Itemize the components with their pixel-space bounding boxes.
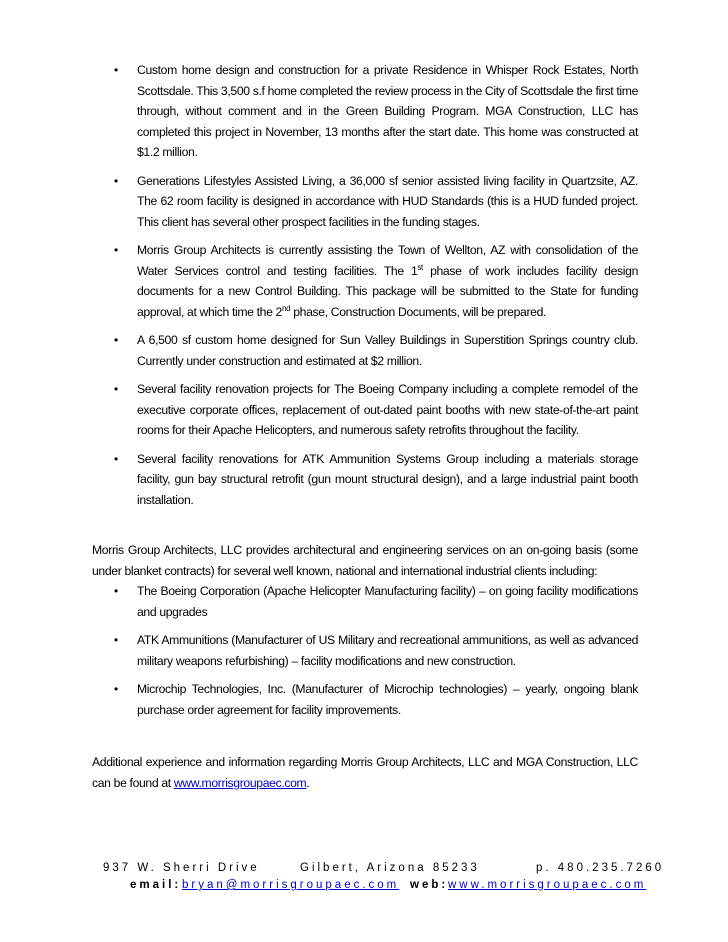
footer-contact-row bbox=[0, 860, 728, 877]
list-item bbox=[92, 330, 638, 371]
bullet-icon: • bbox=[114, 451, 118, 466]
bullet-icon: • bbox=[114, 243, 118, 257]
bullet-icon: • bbox=[114, 173, 118, 188]
services-paragraph: Morris Group Architects, LLC provides architectural and engineering services on an on-going basis (some under blanket contracts) for several well known, national and international industrial clients including: bbox=[92, 543, 638, 578]
ordinal-suffix: nd bbox=[282, 303, 291, 313]
footer-phone: p. 480.235.7260 bbox=[536, 862, 665, 874]
bullet-icon: • bbox=[114, 333, 118, 347]
list-item-text-part: Morris Group Architects is currently assisting the Town of Wellton, AZ with consolidation of the Water Services control and testing facilities. The 1 bbox=[137, 243, 638, 278]
list-item bbox=[92, 60, 638, 163]
footer-email-link[interactable]: bryan@morrisgroupaec.com bbox=[182, 879, 400, 891]
list-item bbox=[92, 449, 638, 511]
list-item bbox=[92, 379, 638, 441]
project-list bbox=[92, 60, 638, 510]
bullet-icon: • bbox=[114, 584, 118, 598]
footer-web-link[interactable]: www.morrisgroupaec.com bbox=[448, 879, 647, 891]
list-item-text: Custom home design and construction for a private Residence in Whisper Rock Estates, North Scottsdale. This 3,500 s.f home completed the review process in the City of Scottsdale the first time through, without comment and in the Green Building Program. MGA Construction, LLC has completed this project in November, 13 months after the start date. This home was constructed at $1.2 million. bbox=[137, 63, 638, 159]
additional-info-period: . bbox=[306, 775, 310, 790]
list-item-text-part: phase, Construction Documents, will be prepared. bbox=[290, 304, 547, 319]
footer-city: Gilbert, Arizona 85233 bbox=[300, 862, 480, 874]
footer-web-row bbox=[0, 877, 728, 894]
list-item bbox=[92, 171, 638, 233]
footer-email-label: email: bbox=[130, 879, 182, 891]
bullet-icon: • bbox=[114, 382, 118, 396]
list-item-text: Several facility renovation projects for The Boeing Company including a complete remodel of the executive corporate offices, replacement of out-dated paint booths with new state-of-the-art paint rooms for their Apache Helicopters, and numerous safety retrofits throughout the facility. bbox=[137, 382, 638, 437]
list-item-text: ATK Ammunitions (Manufacturer of US Military and recreational ammunitions, as well as advanced military weapons refurbishing) – facility modifications and new construction. bbox=[137, 633, 638, 668]
list-item-text: Generations Lifestyles Assisted Living, a 36,000 sf senior assisted living facility in Quartzsite, AZ. The 62 room facility is designed in accordance with HUD Standards (this is a HUD funded project. This client has several other prospect facilities in the funding stages. bbox=[137, 173, 638, 229]
list-item bbox=[92, 679, 638, 720]
list-item-text: A 6,500 sf custom home designed for Sun Valley Buildings in Superstition Springs country club. Currently under construction and estimated at $2 million. bbox=[137, 333, 638, 368]
list-item bbox=[92, 581, 638, 622]
footer-address: 937 W. Sherri Drive bbox=[103, 862, 260, 874]
bullet-icon: • bbox=[114, 633, 118, 647]
spacer bbox=[92, 728, 638, 752]
footer-web-label: web: bbox=[410, 879, 449, 891]
page-footer bbox=[0, 860, 728, 894]
bullet-icon: • bbox=[114, 682, 118, 696]
additional-info-paragraph bbox=[92, 752, 638, 793]
list-item-text-part: phase of work includes facility design documents for a new Control Building. This package will be submitted to the State for funding approval, at which time the 2 bbox=[137, 263, 638, 319]
additional-info-text: Additional experience and information regarding Morris Group Architects, LLC and MGA Construction, LLC can be found at bbox=[92, 755, 638, 790]
list-item bbox=[92, 240, 638, 322]
website-link[interactable]: www.morrisgroupaec.com bbox=[173, 775, 307, 790]
list-item-text: Microchip Technologies, Inc. (Manufacturer of Microchip technologies) – yearly, ongoing blank purchase order agreement for facility improvements. bbox=[137, 682, 638, 717]
clients-list bbox=[92, 581, 638, 720]
bullet-icon: • bbox=[114, 63, 118, 77]
spacer bbox=[92, 518, 638, 540]
list-item-text: The Boeing Corporation (Apache Helicopter Manufacturing facility) – on going facility modifications and upgrades bbox=[137, 584, 638, 619]
list-item-text: Several facility renovations for ATK Ammunition Systems Group including a materials storage facility, gun bay structural retrofit (gun mount structural design), and a large industrial paint booth installation. bbox=[137, 451, 638, 507]
list-item bbox=[92, 630, 638, 671]
ordinal-suffix: st bbox=[417, 262, 423, 272]
document-body bbox=[92, 60, 638, 793]
